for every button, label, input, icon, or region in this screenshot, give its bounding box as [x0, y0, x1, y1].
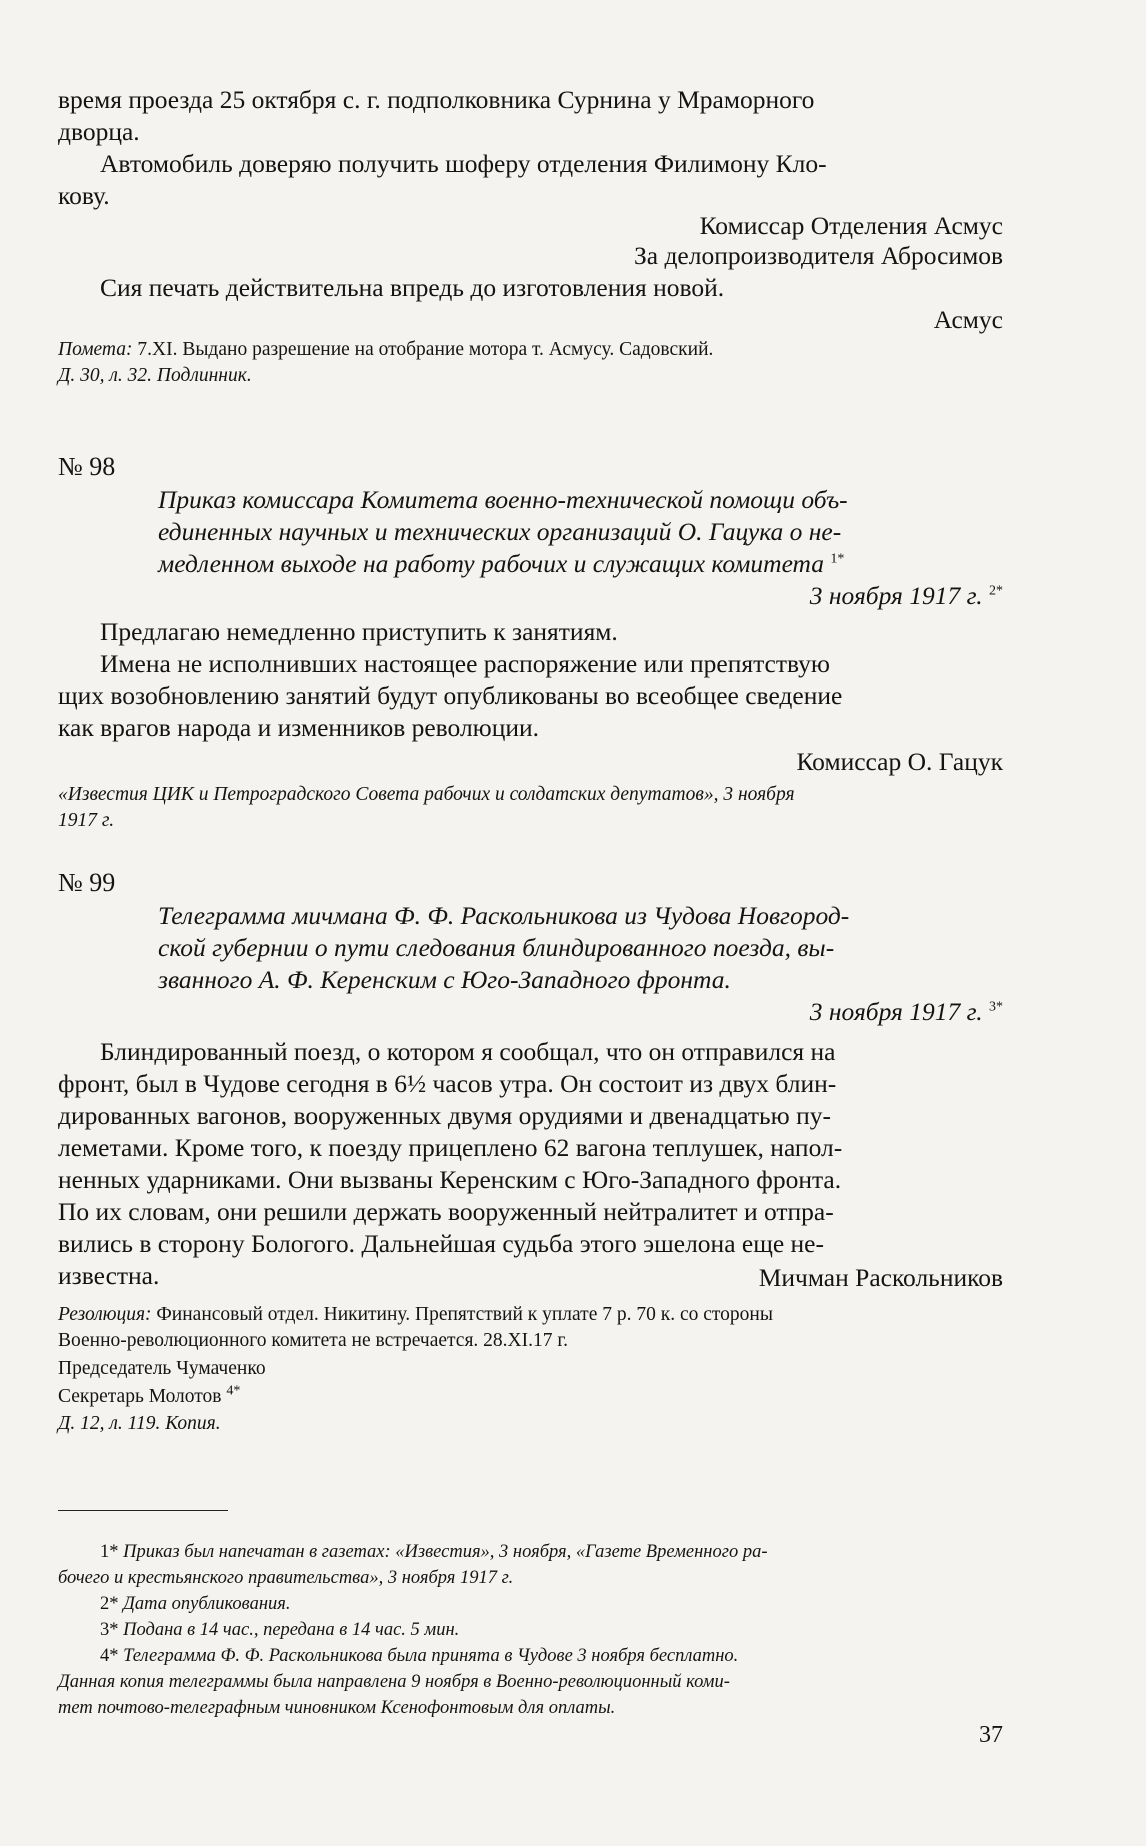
- footnote-ref-2: 2*: [989, 583, 1003, 599]
- doc98-body-line: Имена не исполнивших настоящее распоряжение или препятствую: [100, 649, 830, 678]
- secretary-text: Секретарь Молотов: [58, 1386, 222, 1407]
- secretary-signature: [58, 1384, 240, 1410]
- doc99-body-line: Блиндированный поезд, о котором я сообщал, что он отправился на: [100, 1037, 836, 1066]
- doc99-date-text: 3 ноября 1917 г.: [809, 997, 983, 1026]
- stamp-note: Сия печать действительна впредь до изготовления новой.: [100, 273, 725, 302]
- paragraph-line: Автомобиль доверяю получить шоферу отделения Филимону Кло-: [100, 149, 827, 178]
- footnote-text: Приказ был напечатан в газетах: «Известия», 3 ноября, «Газете Временного ра-: [118, 1542, 768, 1562]
- doc99-date: [810, 996, 1003, 1028]
- doc99-title-line: Телеграмма мичмана Ф. Ф. Раскольникова из Чудова Новгород-: [158, 901, 850, 930]
- page-number: 37: [979, 1722, 1003, 1748]
- doc98-title-line: Приказ комиссара Комитета военно-технической помощи объ-: [158, 485, 848, 514]
- resolution-note: [58, 1302, 773, 1328]
- footnote-3: [100, 1618, 459, 1643]
- doc98-body-line: как врагов народа и изменников революции.: [58, 713, 540, 742]
- footnote-ref-4: 4*: [226, 1383, 241, 1399]
- doc98-title-line: [158, 548, 1003, 580]
- doc99-body-line: леметами. Кроме того, к поезду прицеплено 62 вагона теплушек, напол-: [58, 1133, 843, 1162]
- footnote-mark: 2*: [100, 1594, 119, 1614]
- paragraph-line: дворца.: [58, 117, 140, 146]
- document-number-99: № 99: [58, 868, 116, 897]
- doc98-date: [810, 580, 1003, 612]
- doc99-signature: Мичман Раскольников: [758, 1263, 1003, 1292]
- footnote-1-cont: бочего и крестьянского правительства», 3 ноября 1917 г.: [58, 1568, 514, 1588]
- footnote-divider: [58, 1510, 228, 1511]
- footnote-4: [100, 1644, 738, 1669]
- footnote-mark: 3*: [100, 1620, 119, 1640]
- footnote-2: [100, 1592, 290, 1617]
- footnote-mark: 1*: [100, 1542, 119, 1562]
- doc99-body-line: известна.: [58, 1261, 160, 1290]
- footnote-text: Телеграмма Ф. Ф. Раскольникова была принята в Чудове 3 ноября бесплатно.: [118, 1646, 739, 1666]
- footnote-4-cont: тет почтово-телеграфным чиновником Ксенофонтовым для оплаты.: [58, 1698, 616, 1718]
- footnote-4-cont: Данная копия телеграммы была направлена 9 ноября в Военно-революционный коми-: [58, 1672, 730, 1692]
- paragraph-line: кову.: [58, 181, 110, 210]
- signature-commissar: Комиссар Отделения Асмус: [699, 211, 1003, 240]
- doc99-body-line: ненных ударниками. Они вызваны Керенским с Юго-Западного фронта.: [58, 1165, 842, 1194]
- footnote-ref-3: 3*: [989, 999, 1003, 1015]
- doc98-body-line: щих возобновлению занятий будут опубликованы во всеобщее сведение: [58, 681, 843, 710]
- doc98-title-text: медленном выходе на работу рабочих и служащих комитета: [158, 549, 825, 578]
- doc99-body-line: вились в сторону Бологого. Дальнейшая судьба этого эшелона еще не-: [58, 1229, 824, 1258]
- resolution-label: Резолюция:: [58, 1304, 152, 1325]
- doc98-date-text: 3 ноября 1917 г.: [809, 581, 983, 610]
- doc99-body-line: По их словам, они решили держать вооруженный нейтралитет и отпра-: [58, 1197, 834, 1226]
- doc98-body-line: Предлагаю немедленно приступить к занятиям.: [100, 617, 618, 646]
- doc98-signature: Комиссар О. Гацук: [796, 747, 1003, 776]
- doc98-title-line: единенных научных и технических организаций О. Гацука о не-: [158, 517, 842, 546]
- chairman-signature: Председатель Чумаченко: [58, 1358, 266, 1379]
- signature-clerk: За делопроизводителя Абросимов: [633, 241, 1003, 270]
- resolution-note: Военно-революционного комитета не встречается. 28.XI.17 г.: [58, 1330, 569, 1351]
- doc99-body-line: дированных вагонов, вооруженных двумя орудиями и двенадцатью пу-: [58, 1101, 831, 1130]
- footnote-text: Дата опубликования.: [118, 1594, 291, 1614]
- doc98-source: «Известия ЦИК и Петроградского Совета рабочих и солдатских депутатов», 3 ноября: [58, 784, 795, 805]
- annotation-note: [58, 337, 713, 363]
- footnote-ref-1: 1*: [830, 551, 845, 567]
- paragraph-line: время проезда 25 октября с. г. подполковника Сурнина у Мраморного: [58, 85, 815, 114]
- resolution-text: Финансовый отдел. Никитину. Препятствий к уплате 7 р. 70 к. со стороны: [151, 1304, 773, 1325]
- footnote-1: [100, 1540, 767, 1565]
- doc98-source: 1917 г.: [58, 810, 115, 831]
- signature-asmus: Асмус: [933, 305, 1003, 334]
- document-number-98: № 98: [58, 452, 116, 481]
- annotation-text: 7.XI. Выдано разрешение на отобрание мотора т. Асмусу. Садовский.: [132, 339, 714, 360]
- footnote-text: Подана в 14 час., передана в 14 час. 5 мин.: [118, 1620, 460, 1640]
- annotation-label: Помета:: [58, 339, 133, 360]
- footnote-mark: 4*: [100, 1646, 119, 1666]
- doc99-title-line: ской губернии о пути следования блиндированного поезда, вы-: [158, 933, 835, 962]
- doc99-title-line: званного А. Ф. Керенским с Юго-Западного фронта.: [158, 965, 731, 994]
- archive-reference: Д. 30, л. 32. Подлинник.: [58, 365, 252, 386]
- doc99-body-line: фронт, был в Чудове сегодня в 6½ часов утра. Он состоит из двух блин-: [58, 1069, 837, 1098]
- archive-reference: Д. 12, л. 119. Копия.: [58, 1413, 221, 1434]
